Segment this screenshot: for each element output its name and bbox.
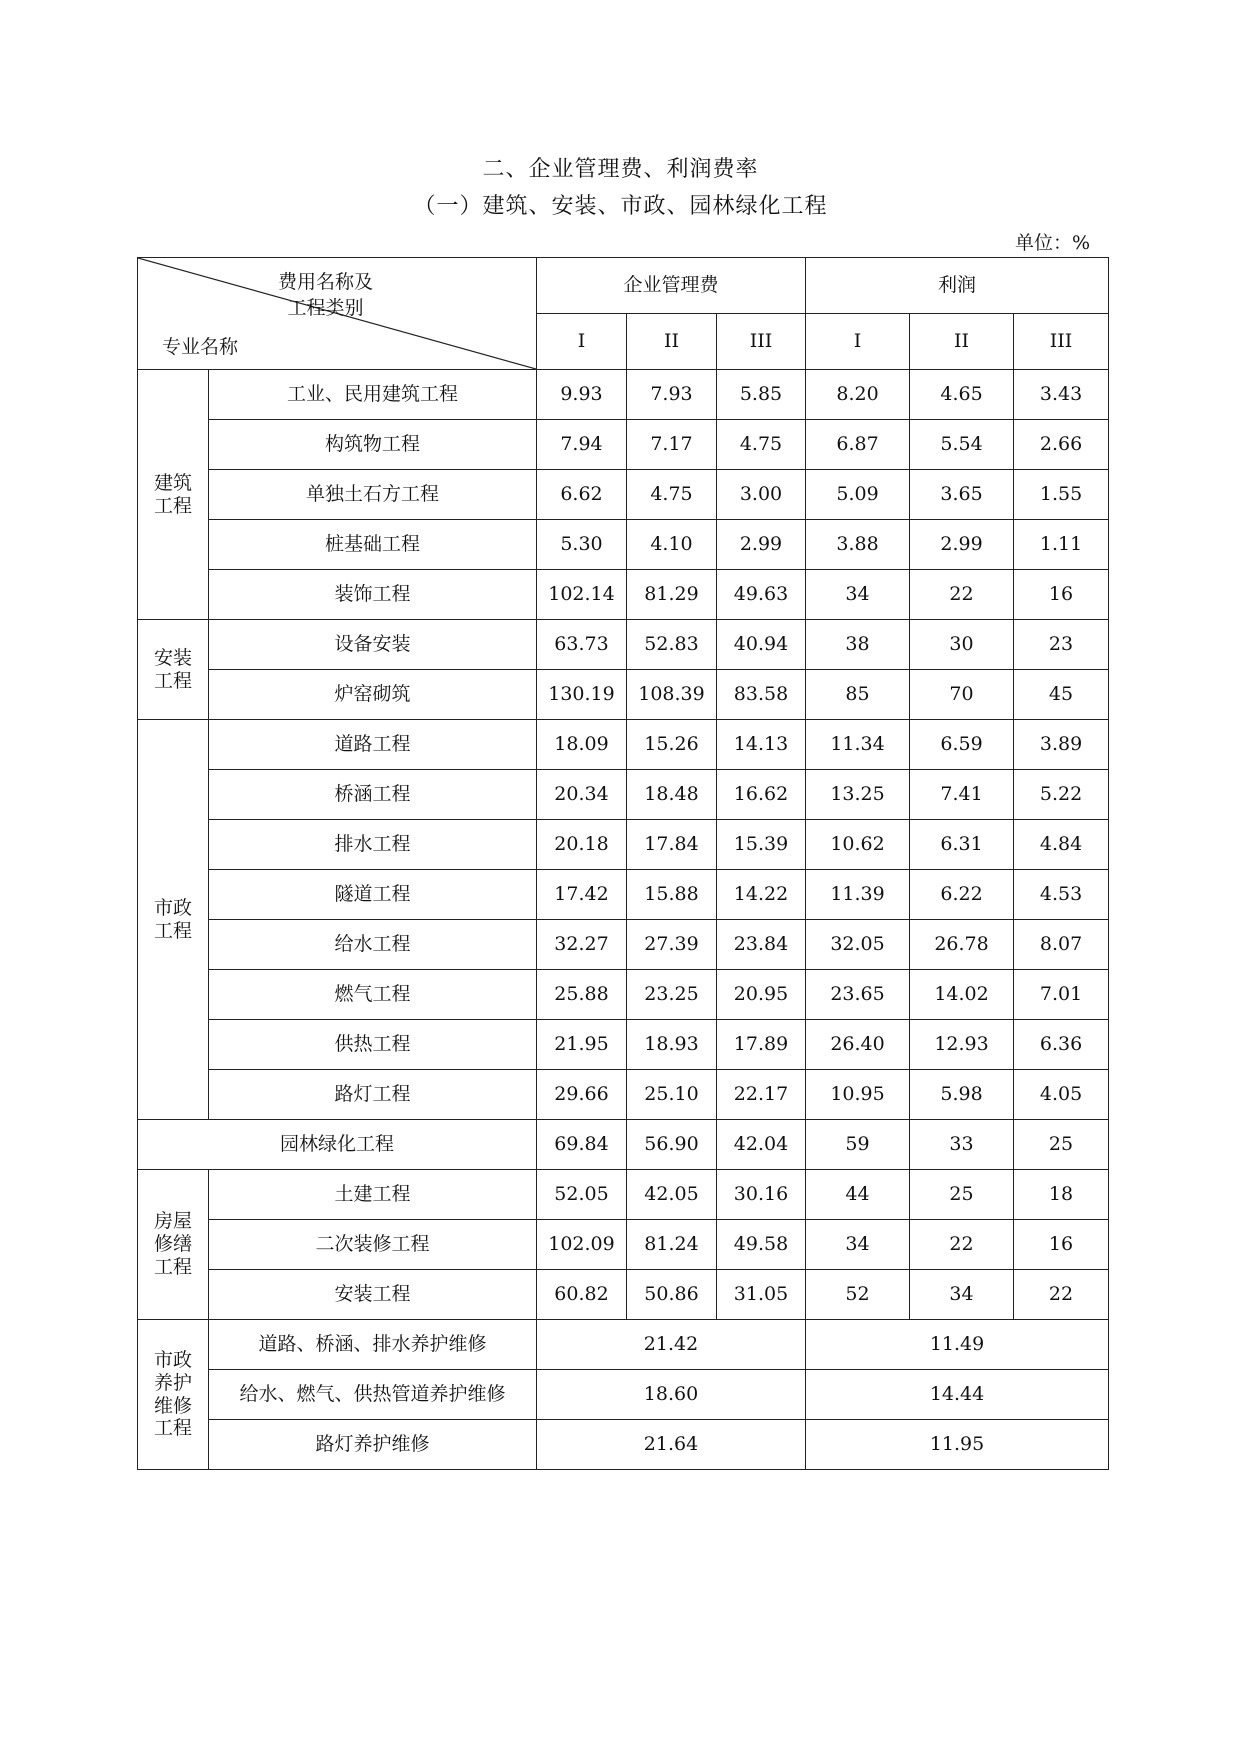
table-row bbox=[138, 820, 1109, 870]
value-cell: 26.78 bbox=[910, 920, 1014, 970]
value-cell: 4.75 bbox=[627, 470, 717, 520]
table-body bbox=[138, 258, 1109, 1470]
value-cell: 11.34 bbox=[806, 720, 910, 770]
item-name-cell: 排水工程 bbox=[209, 820, 537, 870]
value-cell: 31.05 bbox=[717, 1270, 806, 1320]
group-header-profit: 利润 bbox=[806, 258, 1109, 314]
value-cell: 4.75 bbox=[717, 420, 806, 470]
value-cell: 83.58 bbox=[717, 670, 806, 720]
group-header-management-fee: 企业管理费 bbox=[537, 258, 806, 314]
value-cell: 11.39 bbox=[806, 870, 910, 920]
table-row bbox=[138, 1170, 1109, 1220]
item-name-cell: 供热工程 bbox=[209, 1020, 537, 1070]
value-cell: 23 bbox=[1014, 620, 1109, 670]
table-row bbox=[138, 1320, 1109, 1370]
table-row bbox=[138, 1020, 1109, 1070]
value-cell: 56.90 bbox=[627, 1120, 717, 1170]
value-cell: 4.53 bbox=[1014, 870, 1109, 920]
value-cell: 102.09 bbox=[537, 1220, 627, 1270]
item-name-cell: 桩基础工程 bbox=[209, 520, 537, 570]
value-cell: 17.84 bbox=[627, 820, 717, 870]
value-cell: 32.05 bbox=[806, 920, 910, 970]
level-header: III bbox=[717, 314, 806, 370]
value-cell: 6.87 bbox=[806, 420, 910, 470]
value-cell: 18 bbox=[1014, 1170, 1109, 1220]
item-name-cell: 装饰工程 bbox=[209, 570, 537, 620]
value-cell: 16 bbox=[1014, 1220, 1109, 1270]
item-name-cell: 炉窑砌筑 bbox=[209, 670, 537, 720]
value-cell: 69.84 bbox=[537, 1120, 627, 1170]
item-name-cell: 土建工程 bbox=[209, 1170, 537, 1220]
table-row bbox=[138, 770, 1109, 820]
item-name-cell: 道路、桥涵、排水养护维修 bbox=[209, 1320, 537, 1370]
value-cell: 81.24 bbox=[627, 1220, 717, 1270]
value-cell: 2.66 bbox=[1014, 420, 1109, 470]
unit-label: 单位：% bbox=[1015, 232, 1091, 254]
value-cell: 25.88 bbox=[537, 970, 627, 1020]
value-cell: 63.73 bbox=[537, 620, 627, 670]
value-cell: 42.04 bbox=[717, 1120, 806, 1170]
value-cell: 7.94 bbox=[537, 420, 627, 470]
value-cell: 22 bbox=[910, 1220, 1014, 1270]
value-cell: 7.01 bbox=[1014, 970, 1109, 1020]
table-row bbox=[138, 620, 1109, 670]
value-cell: 23.65 bbox=[806, 970, 910, 1020]
value-cell: 21.64 bbox=[537, 1420, 806, 1470]
value-cell: 14.13 bbox=[717, 720, 806, 770]
value-cell: 20.18 bbox=[537, 820, 627, 870]
value-cell: 49.58 bbox=[717, 1220, 806, 1270]
item-name-cell: 设备安装 bbox=[209, 620, 537, 670]
diagonal-header-bottom: 专业名称 bbox=[162, 336, 239, 358]
value-cell: 8.20 bbox=[806, 370, 910, 420]
table-row bbox=[138, 570, 1109, 620]
table-row bbox=[138, 420, 1109, 470]
level-header: I bbox=[806, 314, 910, 370]
value-cell: 42.05 bbox=[627, 1170, 717, 1220]
value-cell: 2.99 bbox=[910, 520, 1014, 570]
table-row bbox=[138, 1070, 1109, 1120]
value-cell: 26.40 bbox=[806, 1020, 910, 1070]
category-cell: 安装 工程 bbox=[138, 620, 209, 720]
value-cell: 1.55 bbox=[1014, 470, 1109, 520]
level-header: II bbox=[910, 314, 1014, 370]
table-row bbox=[138, 1270, 1109, 1320]
diagonal-header-cell bbox=[138, 258, 537, 370]
value-cell: 23.25 bbox=[627, 970, 717, 1020]
value-cell: 108.39 bbox=[627, 670, 717, 720]
value-cell: 27.39 bbox=[627, 920, 717, 970]
value-cell: 85 bbox=[806, 670, 910, 720]
value-cell: 20.34 bbox=[537, 770, 627, 820]
item-name-cell: 单独土石方工程 bbox=[209, 470, 537, 520]
value-cell: 5.09 bbox=[806, 470, 910, 520]
value-cell: 6.22 bbox=[910, 870, 1014, 920]
value-cell: 30.16 bbox=[717, 1170, 806, 1220]
table-row bbox=[138, 720, 1109, 770]
value-cell: 33 bbox=[910, 1120, 1014, 1170]
value-cell: 3.65 bbox=[910, 470, 1014, 520]
diagonal-header-top-line1: 费用名称及 bbox=[278, 271, 374, 293]
value-cell: 6.62 bbox=[537, 470, 627, 520]
value-cell: 3.89 bbox=[1014, 720, 1109, 770]
item-name-cell: 安装工程 bbox=[209, 1270, 537, 1320]
value-cell: 25 bbox=[910, 1170, 1014, 1220]
table-row bbox=[138, 1120, 1109, 1170]
value-cell: 18.09 bbox=[537, 720, 627, 770]
value-cell: 102.14 bbox=[537, 570, 627, 620]
value-cell: 11.49 bbox=[806, 1320, 1109, 1370]
value-cell: 1.11 bbox=[1014, 520, 1109, 570]
item-name-cell: 二次装修工程 bbox=[209, 1220, 537, 1270]
table-row bbox=[138, 1220, 1109, 1270]
value-cell: 12.93 bbox=[910, 1020, 1014, 1070]
value-cell: 6.59 bbox=[910, 720, 1014, 770]
value-cell: 23.84 bbox=[717, 920, 806, 970]
item-name-cell: 构筑物工程 bbox=[209, 420, 537, 470]
rate-table bbox=[137, 257, 1109, 1470]
value-cell: 3.43 bbox=[1014, 370, 1109, 420]
table-row bbox=[138, 470, 1109, 520]
table-row bbox=[138, 1420, 1109, 1470]
value-cell: 5.98 bbox=[910, 1070, 1014, 1120]
value-cell: 25 bbox=[1014, 1120, 1109, 1170]
category-cell: 市政 工程 bbox=[138, 720, 209, 1120]
value-cell: 40.94 bbox=[717, 620, 806, 670]
value-cell: 14.22 bbox=[717, 870, 806, 920]
value-cell: 44 bbox=[806, 1170, 910, 1220]
value-cell: 15.26 bbox=[627, 720, 717, 770]
page-subtitle: （一）建筑、安装、市政、园林绿化工程 bbox=[413, 194, 828, 219]
value-cell: 34 bbox=[806, 1220, 910, 1270]
value-cell: 4.05 bbox=[1014, 1070, 1109, 1120]
value-cell: 49.63 bbox=[717, 570, 806, 620]
category-cell: 建筑 工程 bbox=[138, 370, 209, 620]
value-cell: 130.19 bbox=[537, 670, 627, 720]
value-cell: 6.36 bbox=[1014, 1020, 1109, 1070]
item-name-cell: 桥涵工程 bbox=[209, 770, 537, 820]
value-cell: 17.89 bbox=[717, 1020, 806, 1070]
value-cell: 4.84 bbox=[1014, 820, 1109, 870]
category-cell: 房屋 修缮 工程 bbox=[138, 1170, 209, 1320]
value-cell: 21.95 bbox=[537, 1020, 627, 1070]
value-cell: 15.88 bbox=[627, 870, 717, 920]
value-cell: 6.31 bbox=[910, 820, 1014, 870]
value-cell: 59 bbox=[806, 1120, 910, 1170]
value-cell: 22 bbox=[1014, 1270, 1109, 1320]
value-cell: 5.22 bbox=[1014, 770, 1109, 820]
value-cell: 18.60 bbox=[537, 1370, 806, 1420]
value-cell: 8.07 bbox=[1014, 920, 1109, 970]
value-cell: 10.95 bbox=[806, 1070, 910, 1120]
value-cell: 30 bbox=[910, 620, 1014, 670]
value-cell: 81.29 bbox=[627, 570, 717, 620]
value-cell: 5.30 bbox=[537, 520, 627, 570]
value-cell: 25.10 bbox=[627, 1070, 717, 1120]
item-name-cell: 给水工程 bbox=[209, 920, 537, 970]
value-cell: 3.00 bbox=[717, 470, 806, 520]
page-title: 二、企业管理费、利润费率 bbox=[482, 157, 759, 182]
table-row bbox=[138, 970, 1109, 1020]
value-cell: 16 bbox=[1014, 570, 1109, 620]
value-cell: 14.02 bbox=[910, 970, 1014, 1020]
item-name-cell: 道路工程 bbox=[209, 720, 537, 770]
value-cell: 15.39 bbox=[717, 820, 806, 870]
value-cell: 22.17 bbox=[717, 1070, 806, 1120]
value-cell: 32.27 bbox=[537, 920, 627, 970]
value-cell: 5.85 bbox=[717, 370, 806, 420]
value-cell: 7.41 bbox=[910, 770, 1014, 820]
value-cell: 52.83 bbox=[627, 620, 717, 670]
diagonal-header-top bbox=[278, 270, 373, 321]
value-cell: 45 bbox=[1014, 670, 1109, 720]
value-cell: 17.42 bbox=[537, 870, 627, 920]
value-cell: 60.82 bbox=[537, 1270, 627, 1320]
value-cell: 20.95 bbox=[717, 970, 806, 1020]
table-row bbox=[138, 370, 1109, 420]
value-cell: 52 bbox=[806, 1270, 910, 1320]
category-cell: 园林绿化工程 bbox=[138, 1120, 537, 1170]
value-cell: 38 bbox=[806, 620, 910, 670]
value-cell: 52.05 bbox=[537, 1170, 627, 1220]
level-header: III bbox=[1014, 314, 1109, 370]
value-cell: 7.17 bbox=[627, 420, 717, 470]
value-cell: 2.99 bbox=[717, 520, 806, 570]
value-cell: 21.42 bbox=[537, 1320, 806, 1370]
value-cell: 29.66 bbox=[537, 1070, 627, 1120]
item-name-cell: 路灯工程 bbox=[209, 1070, 537, 1120]
table-row bbox=[138, 920, 1109, 970]
value-cell: 22 bbox=[910, 570, 1014, 620]
value-cell: 4.10 bbox=[627, 520, 717, 570]
value-cell: 10.62 bbox=[806, 820, 910, 870]
item-name-cell: 给水、燃气、供热管道养护维修 bbox=[209, 1370, 537, 1420]
item-name-cell: 路灯养护维修 bbox=[209, 1420, 537, 1470]
category-cell: 市政 养护 维修 工程 bbox=[138, 1320, 209, 1470]
table-row bbox=[138, 870, 1109, 920]
level-header: II bbox=[627, 314, 717, 370]
value-cell: 34 bbox=[806, 570, 910, 620]
value-cell: 34 bbox=[910, 1270, 1014, 1320]
value-cell: 5.54 bbox=[910, 420, 1014, 470]
item-name-cell: 工业、民用建筑工程 bbox=[209, 370, 537, 420]
value-cell: 18.93 bbox=[627, 1020, 717, 1070]
value-cell: 7.93 bbox=[627, 370, 717, 420]
table-row bbox=[138, 520, 1109, 570]
level-header: I bbox=[537, 314, 627, 370]
diagonal-header-top-line2: 工程类别 bbox=[287, 296, 364, 319]
value-cell: 50.86 bbox=[627, 1270, 717, 1320]
table-row bbox=[138, 670, 1109, 720]
table-row bbox=[138, 1370, 1109, 1420]
value-cell: 13.25 bbox=[806, 770, 910, 820]
item-name-cell: 燃气工程 bbox=[209, 970, 537, 1020]
value-cell: 70 bbox=[910, 670, 1014, 720]
item-name-cell: 隧道工程 bbox=[209, 870, 537, 920]
value-cell: 9.93 bbox=[537, 370, 627, 420]
value-cell: 18.48 bbox=[627, 770, 717, 820]
value-cell: 11.95 bbox=[806, 1420, 1109, 1470]
value-cell: 4.65 bbox=[910, 370, 1014, 420]
value-cell: 3.88 bbox=[806, 520, 910, 570]
header-row-1 bbox=[138, 258, 1109, 314]
value-cell: 16.62 bbox=[717, 770, 806, 820]
value-cell: 14.44 bbox=[806, 1370, 1109, 1420]
